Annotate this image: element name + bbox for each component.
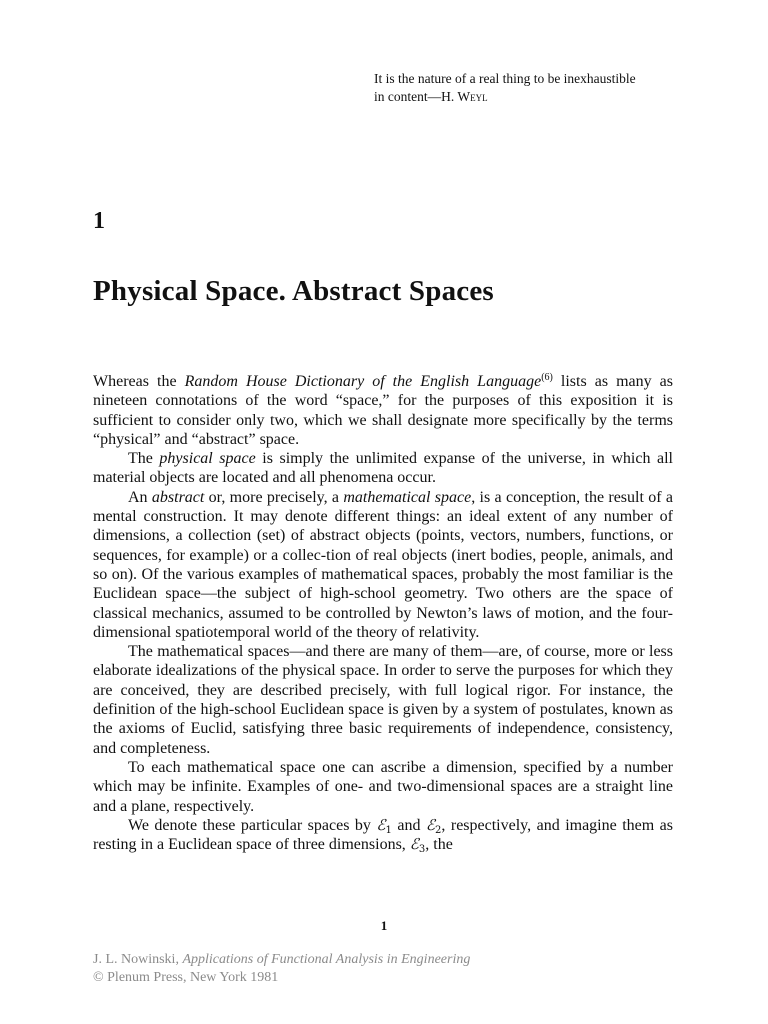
text-run: is simply the unlimited expanse of the universe, in which all material objects are located and all phenomena occur. — [93, 450, 673, 487]
reference-marker: (6) — [541, 372, 553, 383]
euclidean-space-symbol — [426, 816, 441, 834]
body-text — [93, 372, 673, 854]
symbol-glyph: ℰ — [425, 815, 436, 834]
emphasis-physical-space: physical space — [159, 450, 256, 468]
citation-line — [93, 951, 470, 969]
text-run: , the — [425, 836, 453, 854]
epigraph-author: H. Weyl — [441, 89, 488, 104]
paragraph-4: The mathematical spaces—and there are many of them—are, of course, more or less elaborate idealizations of the physical space. In order to serve the purposes for which they are conceived, they are described precisely, with full logical rigor. For instance, the definition of the high-school Euclidean space is given by a system of postulates, known as the axioms of Euclid, satisfying three basic requirements of independence, consistency, and completeness. — [93, 643, 673, 757]
emphasis-abstract: abstract — [151, 488, 205, 506]
paragraph-3 — [93, 488, 673, 642]
epigraph — [374, 70, 734, 106]
euclidean-space-symbol — [409, 835, 426, 856]
epigraph-prefix: in content— — [374, 89, 442, 104]
chapter-number: 1 — [93, 208, 105, 234]
text-run: Whereas the — [93, 373, 185, 390]
text-run: or, more precisely, a — [204, 488, 344, 506]
text-run: The — [128, 450, 160, 468]
copyright-footer — [93, 951, 470, 987]
symbol-glyph: ℰ — [376, 815, 386, 834]
text-run: We denote these particular spaces by — [128, 816, 377, 834]
epigraph-line-1: It is the nature of a real thing to be inexhaustible — [374, 71, 636, 86]
epigraph-line-2 — [374, 88, 734, 106]
text-run: and — [391, 816, 426, 834]
symbol-subscript: 1 — [385, 824, 392, 836]
euclidean-space-symbol — [376, 816, 391, 834]
text-run: An — [128, 488, 152, 506]
text-run: , is a conception, the result of a mental construction. It may denote different things: an ideal extent of any number of dimensions, a collection (set) of abstract objects (points, vectors, numbers, functions, or sequences, for example) or a collec-tion of real objects (inert bodies, people, animals, and so on). Of the various examples of mathematical spaces, probably the most familiar is the Euclidean space—the subject of high-school geometry. Two others are the space of classical mechanics, assumed to be controlled by Newton’s laws of motion, and the four-dimensional spatiotemporal world of the theory of relativity. — [93, 488, 674, 641]
chapter-title: Physical Space. Abstract Spaces — [93, 275, 494, 307]
symbol-subscript: 2 — [435, 824, 442, 836]
paragraph-6 — [93, 816, 673, 855]
text-run: , respectively, and imagine them as resting in a Euclidean space of three dimensions, — [93, 816, 674, 854]
paragraph-1 — [93, 372, 673, 449]
paragraph-2 — [93, 449, 673, 488]
book-author: J. L. Nowinski, — [93, 952, 183, 967]
symbol-subscript: 3 — [418, 844, 426, 856]
book-title: Applications of Functional Analysis in Engineering — [182, 952, 471, 967]
page-number: 1 — [380, 918, 388, 933]
publisher-line: © Plenum Press, New York 1981 — [93, 970, 279, 985]
dictionary-title: Random House Dictionary of the English Language — [184, 373, 542, 390]
emphasis-mathematical-space: mathematical space — [343, 488, 472, 506]
symbol-glyph: ℰ — [409, 835, 419, 854]
paragraph-5: To each mathematical space one can ascribe a dimension, specified by a number which may be infinite. Examples of one- and two-dimensional spaces are a straight line and a plane, respectively. — [93, 758, 673, 815]
text-run: lists as many as nineteen connotations of the word “space,” for the purposes of this exposition it is sufficient to consider only two, which we shall designate more specifically by the terms “physical” and “abstract” space. — [93, 373, 673, 448]
